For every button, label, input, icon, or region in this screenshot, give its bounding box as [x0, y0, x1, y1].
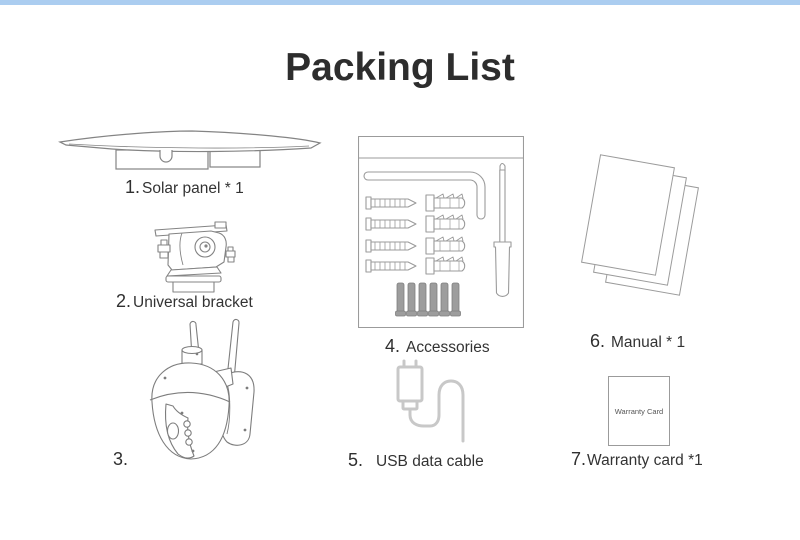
camera-led-3 [186, 439, 192, 445]
item-4-text: Accessories [406, 339, 490, 356]
item-7-label [571, 449, 703, 470]
camera-led-1 [184, 421, 190, 427]
camera-led-2 [185, 430, 191, 436]
item-5-number: 5. [348, 450, 364, 470]
item-1-number: 1. [125, 177, 141, 197]
warranty-card-illustration [608, 376, 670, 446]
item-1-text: Solar panel * 1 [142, 180, 244, 197]
item-6-text: Manual * 1 [611, 334, 686, 351]
item-4-label [385, 336, 490, 357]
item-2-number: 2. [116, 291, 132, 311]
usb-connector-body [398, 367, 422, 401]
usb-cable-cord [410, 381, 463, 441]
item-1-label [125, 177, 244, 198]
solar-panel-mount-box2 [210, 150, 260, 167]
top-accent-bar [0, 0, 800, 5]
item-2-label [116, 291, 253, 312]
usb-cable-illustration [390, 358, 474, 444]
item-5-text: USB data cable [376, 453, 484, 470]
manual-illustration [588, 158, 713, 308]
warranty-card-text: Warranty Card [614, 406, 664, 416]
item-3-label [113, 449, 128, 470]
universal-bracket-illustration [145, 221, 240, 293]
item-6-label [590, 331, 685, 352]
item-5-label [348, 450, 484, 471]
item-6-number: 6. [590, 331, 606, 351]
item-7-number: 7. [571, 449, 587, 469]
item-3-number: 3. [113, 449, 129, 469]
solar-panel-top [60, 131, 320, 152]
solar-panel-notch [160, 150, 172, 162]
item-7-text: Warranty card *1 [587, 452, 703, 469]
camera-lens [168, 423, 179, 439]
item-4-number: 4. [385, 336, 401, 356]
camera-illustration [135, 318, 260, 480]
accessories-box-illustration [358, 136, 524, 329]
item-2-text: Universal bracket [133, 294, 253, 311]
solar-panel-illustration [52, 128, 327, 173]
page-title: Packing List [285, 46, 515, 89]
